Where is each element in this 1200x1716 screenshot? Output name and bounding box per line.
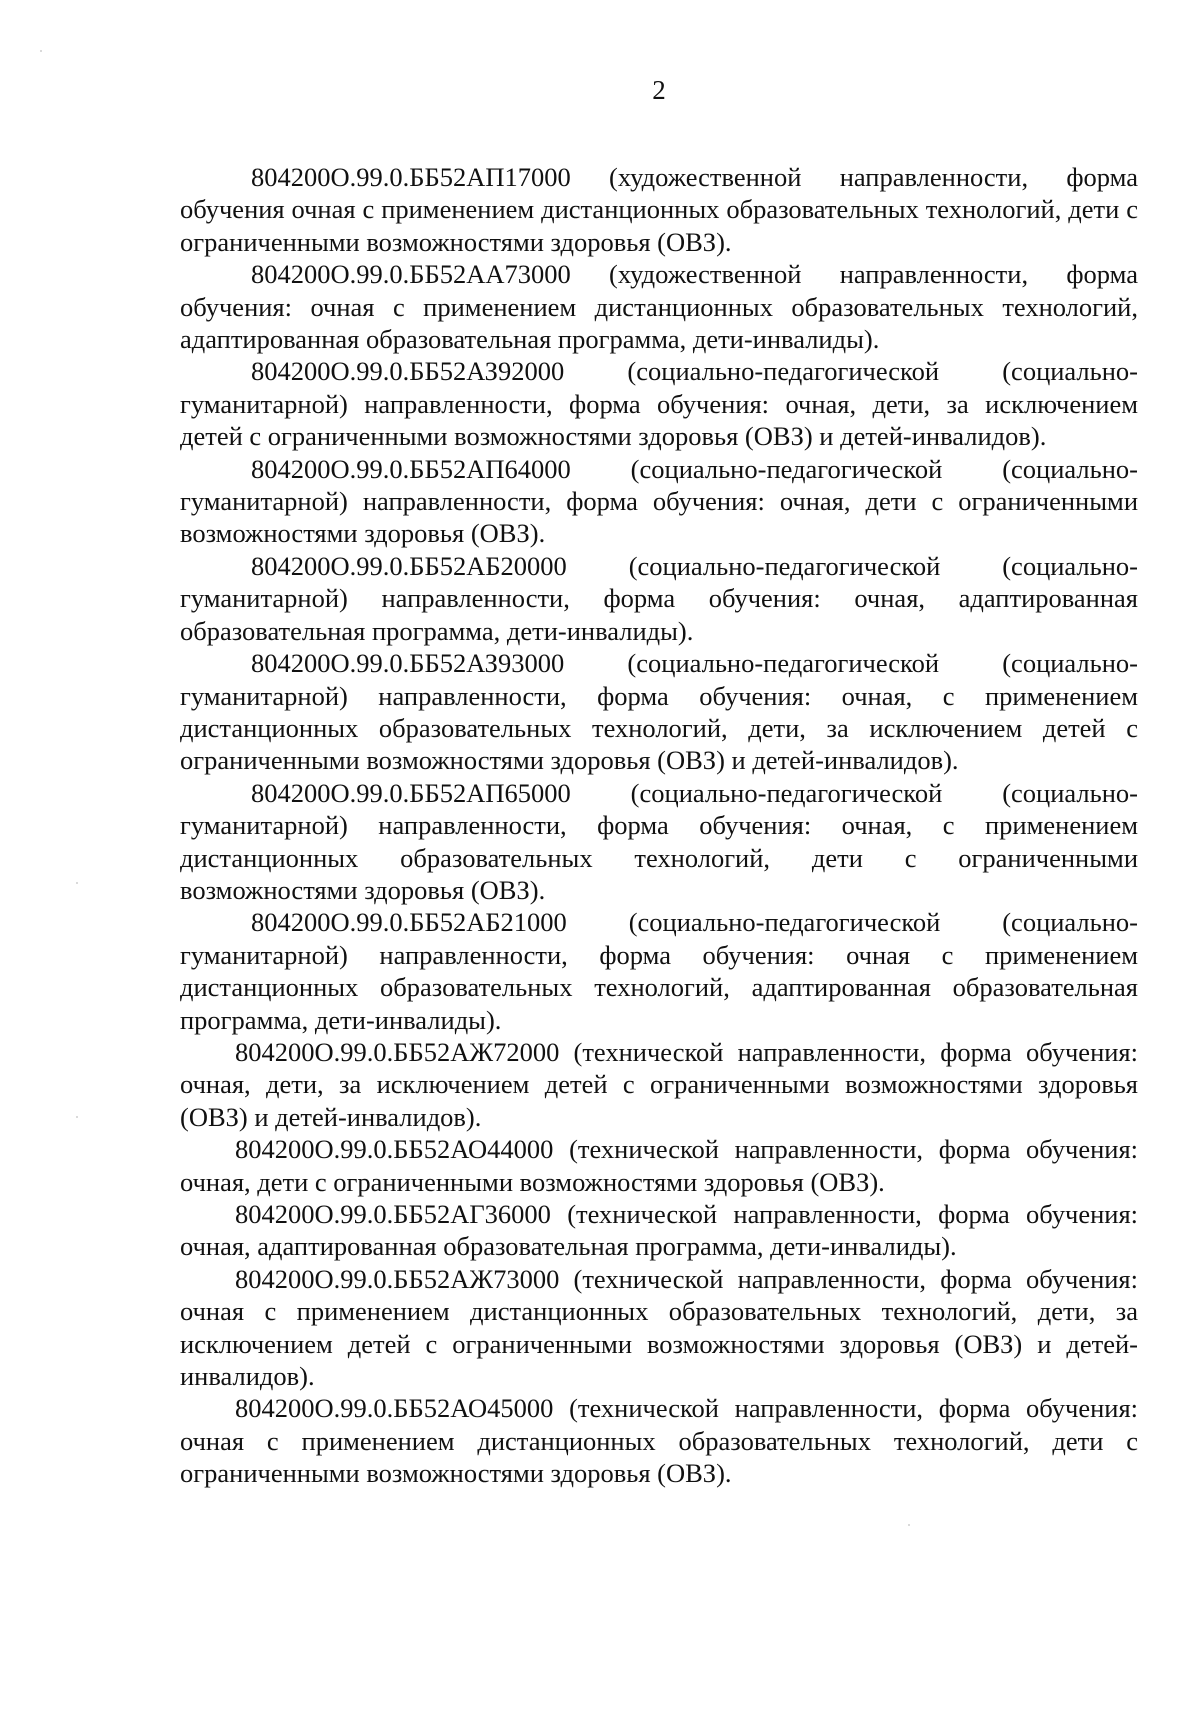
scan-speck bbox=[908, 1524, 910, 1526]
paragraph-11: 804200О.99.0.ББ52АГ36000 (технической направленности, форма обучения: очная, адаптированная образовательная программа, дети-инвалиды). bbox=[180, 1199, 1138, 1262]
paragraph-6: 804200О.99.0.ББ52АЗ93000 (социально-педагогической (социально-гуманитарной) направленности, форма обучения: очная, с применением дистанционных образовательных технологий, дети, за исключением детей с ограниченными возможностями здоровья (ОВЗ) и детей-инвалидов). bbox=[180, 648, 1138, 776]
paragraph-9: 804200О.99.0.ББ52АЖ72000 (технической направленности, форма обучения: очная, дети, за исключением детей с ограниченными возможностями здоровья (ОВЗ) и детей-инвалидов). bbox=[180, 1036, 1138, 1132]
scan-speck bbox=[76, 1116, 78, 1118]
paragraph-5: 804200О.99.0.ББ52АБ20000 (социально-педагогической (социально-гуманитарной) направленности, форма обучения: очная, адаптированная образовательная программа, дети-инвалиды). bbox=[180, 550, 1138, 646]
paragraph-12: 804200О.99.0.ББ52АЖ73000 (технической направленности, форма обучения: очная с применением дистанционных образовательных технологий, дети, за исключением детей с ограниченными возможностями здоровья (ОВЗ) и детей-инвалидов). bbox=[180, 1263, 1138, 1392]
scan-speck bbox=[40, 50, 42, 52]
paragraph-4: 804200О.99.0.ББ52АП64000 (социально-педагогической (социально-гуманитарной) направленности, форма обучения: очная, дети с ограниченными возможностями здоровья (ОВЗ). bbox=[180, 453, 1138, 549]
paragraph-2: 804200О.99.0.ББ52АА73000 (художественной направленности, форма обучения: очная с применением дистанционных образовательных технологий, адаптированная образовательная программа, дети-инвалиды). bbox=[180, 259, 1138, 355]
paragraph-1: 804200О.99.0.ББ52АП17000 (художественной направленности, форма обучения очная с применением дистанционных образовательных технологий, дети с ограниченными возможностями здоровья (ОВЗ). bbox=[180, 162, 1138, 257]
paragraph-13: 804200О.99.0.ББ52АО45000 (технической направленности, форма обучения: очная с применением дистанционных образовательных технологий, дети с ограниченными возможностями здоровья (ОВЗ). bbox=[180, 1393, 1138, 1489]
page-number: 2 bbox=[652, 75, 666, 105]
document-body bbox=[180, 161, 1138, 1490]
paragraph-10: 804200О.99.0.ББ52АО44000 (технической направленности, форма обучения: очная, дети с ограниченными возможностями здоровья (ОВЗ). bbox=[180, 1134, 1138, 1197]
paragraph-7: 804200О.99.0.ББ52АП65000 (социально-педагогической (социально-гуманитарной) направленности, форма обучения: очная, с применением дистанционных образовательных технологий, дети с ограниченными возможностями здоровья (ОВЗ). bbox=[180, 777, 1138, 905]
paragraph-3: 804200О.99.0.ББ52АЗ92000 (социально-педагогической (социально-гуманитарной) направленности, форма обучения: очная, дети, за исключением детей с ограниченными возможностями здоровья (ОВЗ) и детей-инвалидов). bbox=[180, 356, 1138, 452]
scan-speck bbox=[76, 882, 78, 884]
paragraph-8: 804200О.99.0.ББ52АБ21000 (социально-педагогической (социально-гуманитарной) направленности, форма обучения: очная с применением дистанционных образовательных технологий, адаптированная образовательная программа, дети-инвалиды). bbox=[180, 907, 1138, 1035]
